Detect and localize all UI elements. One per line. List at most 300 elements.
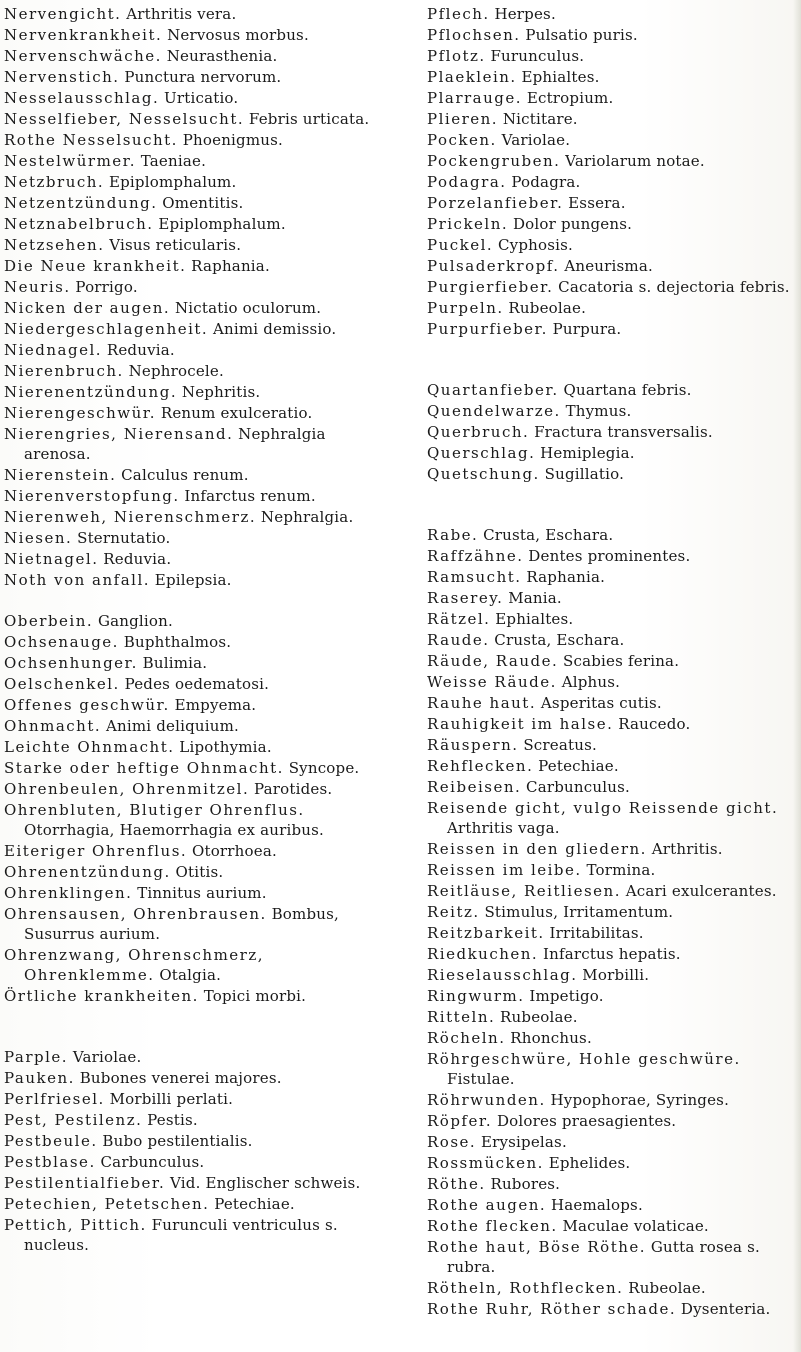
dictionary-entry [4, 800, 388, 840]
latin-term: Renum exulceratio. [160, 404, 313, 422]
dictionary-entry [4, 1089, 388, 1109]
latin-term: Impetigo. [529, 987, 604, 1005]
latin-term: Raucedo. [618, 715, 691, 733]
dictionary-entry [4, 549, 388, 569]
german-term: Nierenbruch. [4, 362, 124, 380]
dictionary-entry [427, 1090, 792, 1110]
german-term: Nierenentzündung. [4, 383, 178, 401]
dictionary-entry [427, 380, 792, 400]
dictionary-entry [4, 1047, 388, 1067]
german-term: Örtliche krankheiten. [4, 987, 199, 1005]
latin-term: Ephelides. [548, 1154, 631, 1172]
dictionary-entry [4, 1173, 388, 1193]
latin-term: Infarctus hepatis. [542, 945, 681, 963]
german-term: Räuspern. [427, 736, 519, 754]
latin-term: Crusta, Eschara. [483, 526, 614, 544]
german-term: Pestblase. [4, 1153, 96, 1171]
dictionary-entry [4, 674, 388, 694]
dictionary-entry [427, 1216, 792, 1236]
german-term: Reisende gicht, vulgo Reissende gicht. [427, 799, 779, 817]
dictionary-entry [4, 256, 388, 276]
german-term: Rothe Nesselsucht. [4, 131, 178, 149]
dictionary-entry [4, 361, 388, 381]
latin-term: Morbilli. [582, 966, 650, 984]
latin-term: Urticatio. [164, 89, 239, 107]
german-term: Riedkuchen. [427, 945, 539, 963]
dictionary-entry [427, 672, 792, 692]
german-term: Raude. [427, 631, 490, 649]
german-term: Netzsehen. [4, 236, 105, 254]
right-column [427, 4, 792, 1320]
latin-term: Hypophorae, Syringes. [550, 1091, 730, 1109]
latin-term: Nephralgia arenosa. [24, 425, 326, 463]
latin-term: Furunculus. [490, 47, 585, 65]
latin-term: Dolor pungens. [512, 215, 633, 233]
page-edge-shadow [793, 0, 801, 1352]
german-term: Pocken. [427, 131, 497, 149]
latin-term: Variolae. [501, 131, 571, 149]
latin-term: Aneurisma. [564, 257, 653, 275]
dictionary-entry [427, 443, 792, 463]
dictionary-entry [4, 486, 388, 506]
latin-term: Arthritis vera. [126, 5, 237, 23]
german-term: Röthe. [427, 1175, 486, 1193]
dictionary-entry [4, 424, 388, 464]
latin-term: Neurasthenia. [166, 47, 278, 65]
german-term: Purgierfieber. [427, 278, 554, 296]
latin-term: Epiplomphalum. [108, 173, 237, 191]
dictionary-entry [427, 151, 792, 171]
latin-term: Sternutatio. [77, 529, 171, 547]
latin-term: Irritabilitas. [549, 924, 644, 942]
latin-term: Stimulus, Irritamentum. [484, 903, 674, 921]
german-term: Pflochsen. [427, 26, 521, 44]
german-term: Raffzähne. [427, 547, 524, 565]
latin-term: Petechiae. [214, 1195, 295, 1213]
dictionary-entry [427, 1278, 792, 1298]
german-term: Rabe. [427, 526, 479, 544]
latin-term: Epiplomphalum. [158, 215, 286, 233]
dictionary-entry [427, 1237, 792, 1277]
latin-term: Cacatoria s. dejectoria febris. [558, 278, 790, 296]
section-gap [427, 485, 792, 505]
german-term: Noth von anfall. [4, 571, 151, 589]
latin-term: Ganglion. [97, 612, 173, 630]
dictionary-entry [427, 1111, 792, 1131]
dictionary-entry [427, 714, 792, 734]
latin-term: Reduvia. [106, 341, 175, 359]
latin-term: Variolarum notae. [565, 152, 705, 170]
latin-term: Porrigo. [75, 278, 138, 296]
dictionary-entry [427, 986, 792, 1006]
latin-term: Omentitis. [162, 194, 244, 212]
german-term: Quendelwarze. [427, 402, 561, 420]
latin-term: Erysipelas. [480, 1133, 567, 1151]
german-term: Nesselfieber, Nesselsucht. [4, 110, 245, 128]
german-term: Parple. [4, 1048, 69, 1066]
german-term: Plieren. [427, 110, 499, 128]
german-term: Nierenweh, Nierenschmerz. [4, 508, 257, 526]
german-term: Nierengries, Nierensand. [4, 425, 234, 443]
german-term: Ohrenbeulen, Ohrenmitzel. [4, 780, 250, 798]
dictionary-entry [427, 546, 792, 566]
latin-term: Infarctus renum. [184, 487, 316, 505]
dictionary-entry [4, 465, 388, 485]
dictionary-entry [4, 319, 388, 339]
section-gap [4, 591, 388, 611]
dictionary-entry [4, 88, 388, 108]
latin-term: Screatus. [523, 736, 597, 754]
dictionary-entry [427, 1028, 792, 1048]
left-column [4, 4, 388, 1256]
dictionary-entry [427, 214, 792, 234]
latin-term: Podagra. [511, 173, 581, 191]
dictionary-entry [427, 923, 792, 943]
german-term: Starke oder heftige Ohnmacht. [4, 759, 284, 777]
latin-term: Bubones venerei majores. [79, 1069, 282, 1087]
dictionary-entry [4, 737, 388, 757]
german-term: Rötheln, Rothflecken. [427, 1279, 624, 1297]
german-term: Nietnagel. [4, 550, 99, 568]
latin-term: Fractura transversalis. [534, 423, 713, 441]
german-term: Quartanfieber. [427, 381, 559, 399]
german-term: Rieselausschlag. [427, 966, 578, 984]
dictionary-entry [427, 965, 792, 985]
section-gap [427, 505, 792, 525]
german-term: Pulsaderkropf. [427, 257, 560, 275]
german-term: Pflech. [427, 5, 490, 23]
latin-term: Otorrhoea. [191, 842, 277, 860]
dictionary-entry [427, 1299, 792, 1319]
german-term: Rätzel. [427, 610, 491, 628]
german-term: Oelschenkel. [4, 675, 120, 693]
german-term: Ringwurm. [427, 987, 525, 1005]
german-term: Nicken der augen. [4, 299, 171, 317]
latin-term: Nephrocele. [128, 362, 224, 380]
german-term: Netzentzündung. [4, 194, 158, 212]
section-gap [4, 1027, 388, 1047]
german-term: Reitzbarkeit. [427, 924, 545, 942]
dictionary-entry [427, 4, 792, 24]
dictionary-entry [4, 841, 388, 861]
dictionary-entry [427, 1153, 792, 1173]
latin-term: Rubeolae. [628, 1279, 706, 1297]
latin-term: Ephialtes. [495, 610, 574, 628]
latin-term: Otitis. [175, 863, 224, 881]
section-gap [427, 360, 792, 380]
german-term: Netznabelbruch. [4, 215, 154, 233]
german-term: Neuris. [4, 278, 71, 296]
latin-term: Nephritis. [181, 383, 261, 401]
german-term: Ritteln. [427, 1008, 496, 1026]
dictionary-entry [4, 340, 388, 360]
german-term: Pflotz. [427, 47, 486, 65]
dictionary-entry [4, 193, 388, 213]
latin-term: Gutta rosea s. rubra. [447, 1238, 760, 1276]
dictionary-entry [427, 464, 792, 484]
dictionary-entry [427, 298, 792, 318]
dictionary-entry [4, 1110, 388, 1130]
dictionary-entry [4, 382, 388, 402]
dictionary-entry [4, 1194, 388, 1214]
latin-term: Otorrhagia, Haemorrhagia ex auribus. [24, 821, 324, 839]
latin-term: Nervosus morbus. [167, 26, 309, 44]
latin-term: Alphus. [561, 673, 621, 691]
latin-term: Cyphosis. [497, 236, 573, 254]
german-term: Rothe haut, Böse Röthe. [427, 1238, 647, 1256]
latin-term: Lipothymia. [179, 738, 272, 756]
dictionary-entry [427, 277, 792, 297]
dictionary-entry [427, 1007, 792, 1027]
latin-term: Sugillatio. [544, 465, 625, 483]
latin-term: Ectropium. [526, 89, 614, 107]
german-term: Rehflecken. [427, 757, 534, 775]
german-term: Ohrenentzündung. [4, 863, 171, 881]
dictionary-entry [427, 1174, 792, 1194]
dictionary-entry [427, 588, 792, 608]
dictionary-entry [4, 277, 388, 297]
latin-term: Phoenigmus. [182, 131, 284, 149]
latin-term: Pedes oedematosi. [124, 675, 270, 693]
latin-term: Pestis. [147, 1111, 198, 1129]
latin-term: Haemalops. [550, 1196, 643, 1214]
latin-term: Furunculi ventriculus s. nucleus. [24, 1216, 338, 1254]
dictionary-entry [427, 67, 792, 87]
dictionary-entry [4, 986, 388, 1006]
latin-term: Nephralgia. [260, 508, 354, 526]
german-term: Ramsucht. [427, 568, 522, 586]
dictionary-entry [4, 758, 388, 778]
german-term: Reitläuse, Reitliesen. [427, 882, 621, 900]
latin-term: Animi demissio. [212, 320, 337, 338]
latin-term: Empyema. [174, 696, 257, 714]
latin-term: Punctura nervorum. [124, 68, 282, 86]
latin-term: Thymus. [565, 402, 632, 420]
dictionary-entry [427, 401, 792, 421]
dictionary-entry [427, 630, 792, 650]
latin-term: Syncope. [288, 759, 360, 777]
german-term: Niesen. [4, 529, 73, 547]
german-term: Purpeln. [427, 299, 504, 317]
dictionary-entry [4, 716, 388, 736]
german-term: Petechien, Petetschen. [4, 1195, 210, 1213]
latin-term: Essera. [568, 194, 626, 212]
german-term: Rossmücken. [427, 1154, 544, 1172]
dictionary-entry [4, 25, 388, 45]
latin-term: Buphthalmos. [123, 633, 232, 651]
latin-term: Epilepsia. [154, 571, 232, 589]
latin-term: Otalgia. [159, 966, 222, 984]
german-term: Reitz. [427, 903, 480, 921]
german-term: Podagra. [427, 173, 507, 191]
dictionary-entry [427, 109, 792, 129]
dictionary-entry [4, 1152, 388, 1172]
german-term: Pest, Pestilenz. [4, 1111, 143, 1129]
german-term: Reissen im leibe. [427, 861, 582, 879]
latin-term: Carbunculus. [100, 1153, 205, 1171]
dictionary-entry [427, 944, 792, 964]
german-term: Prickeln. [427, 215, 509, 233]
dictionary-entry [427, 172, 792, 192]
dictionary-entry [427, 735, 792, 755]
german-term: Ohrenklingen. [4, 884, 133, 902]
dictionary-entry [427, 1049, 792, 1089]
latin-term: Petechiae. [538, 757, 619, 775]
german-term: Pestilentialfieber. [4, 1174, 166, 1192]
latin-term: Carbunculus. [526, 778, 630, 796]
dictionary-entry [427, 651, 792, 671]
latin-term: Purpura. [552, 320, 622, 338]
latin-term: Visus reticularis. [109, 236, 242, 254]
german-term: Rothe flecken. [427, 1217, 558, 1235]
german-term: Nervengicht. [4, 5, 122, 23]
dictionary-entry [4, 172, 388, 192]
dictionary-entry [4, 403, 388, 423]
german-term: Nervenstich. [4, 68, 120, 86]
german-term: Plaeklein. [427, 68, 517, 86]
latin-term: Nictitare. [502, 110, 578, 128]
german-term: Nierengeschwür. [4, 404, 157, 422]
german-term: Querbruch. [427, 423, 530, 441]
dictionary-entry [427, 193, 792, 213]
latin-term: Rubores. [490, 1175, 561, 1193]
dictionary-entry [4, 632, 388, 652]
german-term: Nesselausschlag. [4, 89, 160, 107]
dictionary-entry [427, 130, 792, 150]
dictionary-entry [4, 4, 388, 24]
dictionary-entry [427, 46, 792, 66]
german-term: Nervenschwäche. [4, 47, 162, 65]
german-term: Ochsenhunger. [4, 654, 138, 672]
dictionary-entry [427, 235, 792, 255]
dictionary-entry [4, 883, 388, 903]
german-term: Querschlag. [427, 444, 536, 462]
dictionary-entry [427, 567, 792, 587]
latin-term: Topici morbi. [203, 987, 307, 1005]
latin-term: Bulimia. [142, 654, 208, 672]
german-term: Puckel. [427, 236, 494, 254]
latin-term: Tormina. [586, 861, 656, 879]
latin-term: Tinnitus aurium. [137, 884, 267, 902]
latin-term: Dentes prominentes. [528, 547, 691, 565]
german-term: Rose. [427, 1133, 477, 1151]
dictionary-entry [4, 235, 388, 255]
latin-term: Scabies ferina. [563, 652, 680, 670]
german-term: Quetschung. [427, 465, 540, 483]
german-term: Nervenkrankheit. [4, 26, 163, 44]
dictionary-entry [427, 525, 792, 545]
german-term: Niedergeschlagenheit. [4, 320, 209, 338]
dictionary-entry [427, 693, 792, 713]
dictionary-entry [4, 1215, 388, 1255]
dictionary-entry [4, 904, 388, 944]
dictionary-entry [4, 653, 388, 673]
dictionary-entry [4, 862, 388, 882]
dictionary-entry [427, 25, 792, 45]
german-term: Eiteriger Ohrenflus. [4, 842, 188, 860]
german-term: Nierenverstopfung. [4, 487, 180, 505]
german-term: Perlfriesel. [4, 1090, 105, 1108]
latin-term: Dysenteria. [680, 1300, 771, 1318]
german-term: Purpurfieber. [427, 320, 548, 338]
german-term: Raserey. [427, 589, 504, 607]
german-term: Nierenstein. [4, 466, 117, 484]
german-term: Reissen in den gliedern. [427, 840, 647, 858]
german-term: Niednagel. [4, 341, 103, 359]
dictionary-entry [4, 1131, 388, 1151]
german-term: Ohrensausen, Ohrenbrausen. [4, 905, 267, 923]
german-term: Porzelanfieber. [427, 194, 564, 212]
dictionary-entry [427, 1195, 792, 1215]
german-term: Ohrenzwang, Ohrenschmerz, Ohrenklemme. [4, 946, 265, 984]
latin-term: Morbilli perlati. [109, 1090, 234, 1108]
dictionary-entry [4, 298, 388, 318]
german-term: Weisse Räude. [427, 673, 557, 691]
dictionary-entry [427, 839, 792, 859]
latin-term: Arthritis. [651, 840, 723, 858]
latin-term: Taeniae. [140, 152, 207, 170]
latin-term: Asperitas cutis. [540, 694, 662, 712]
latin-term: Acari exulcerantes. [625, 882, 777, 900]
latin-term: Febris urticata. [248, 110, 370, 128]
german-term: Offenes geschwür. [4, 696, 170, 714]
dictionary-entry [4, 130, 388, 150]
dictionary-entry [427, 860, 792, 880]
section-gap [4, 1007, 388, 1027]
latin-term: Animi deliquium. [105, 717, 240, 735]
german-term: Pettich, Pittich. [4, 1216, 147, 1234]
latin-term: Dolores praesagientes. [496, 1112, 677, 1130]
german-term: Ohnmacht. [4, 717, 102, 735]
dictionary-entry [4, 214, 388, 234]
latin-term: Pulsatio puris. [525, 26, 638, 44]
dictionary-entry [427, 319, 792, 339]
latin-term: Bubo pestilentialis. [102, 1132, 253, 1150]
latin-term: Raphania. [526, 568, 606, 586]
latin-term: Fistulae. [447, 1070, 515, 1088]
german-term: Röpfer. [427, 1112, 493, 1130]
latin-term: Herpes. [494, 5, 556, 23]
latin-term: Quartana febris. [563, 381, 692, 399]
german-term: Pestbeule. [4, 1132, 98, 1150]
german-term: Ochsenauge. [4, 633, 119, 651]
german-term: Rauhe haut. [427, 694, 537, 712]
dictionary-entry [4, 945, 388, 985]
latin-term: Mania. [508, 589, 562, 607]
german-term: Oberbein. [4, 612, 94, 630]
latin-term: Nictatio oculorum. [174, 299, 322, 317]
german-term: Netzbruch. [4, 173, 105, 191]
dictionary-entry [4, 507, 388, 527]
latin-term: Ephialtes. [521, 68, 600, 86]
german-term: Räude, Raude. [427, 652, 559, 670]
dictionary-entry [427, 881, 792, 901]
german-term: Röhrwunden. [427, 1091, 546, 1109]
latin-term: Reduvia. [103, 550, 172, 568]
dictionary-entry [427, 609, 792, 629]
latin-term: Rhonchus. [510, 1029, 592, 1047]
dictionary-entry [4, 46, 388, 66]
german-term: Reibeisen. [427, 778, 522, 796]
dictionary-entry [4, 528, 388, 548]
latin-term: Raphania. [191, 257, 270, 275]
latin-term: Rubeolae. [500, 1008, 578, 1026]
dictionary-entry [427, 798, 792, 838]
dictionary-entry [4, 109, 388, 129]
latin-term: Crusta, Eschara. [494, 631, 625, 649]
german-term: Röhrgeschwüre, Hohle geschwüre. [427, 1050, 741, 1068]
german-term: Rothe Ruhr, Röther schade. [427, 1300, 677, 1318]
